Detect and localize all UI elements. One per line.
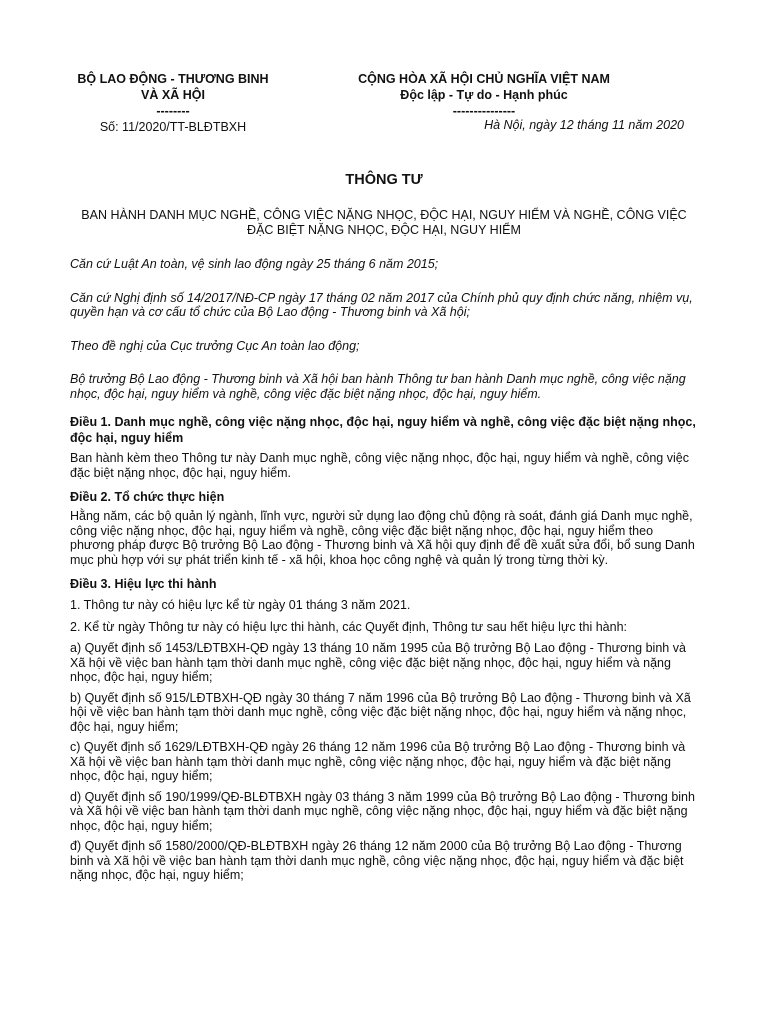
preamble-decree: Căn cứ Nghị định số 14/2017/NĐ-CP ngày 17 tháng 02 năm 2017 của Chính phủ quy định chức năng, nhiệm vụ, quyền hạn và cơ cấu tổ chức của Bộ Lao động - Thương binh và Xã hội; xyxy=(70,290,693,319)
motto-divider: --------------- xyxy=(452,104,516,118)
article-3-item-b: b) Quyết định số 915/LĐTBXH-QĐ ngày 30 tháng 7 năm 1996 của Bộ trưởng Bộ Lao động - Thương binh và Xã hội về việc ban hành tạm thời danh mục nghề, công việc đặc biệt nặng nhọc, độc hại, nguy hiểm và nặng nhọc, độc hại, nguy hiểm; xyxy=(70,690,691,734)
article-1-text: Ban hành kèm theo Thông tư này Danh mục nghề, công việc nặng nhọc, độc hại, nguy hiểm và nghề, công việc đặc biệt nặng nhọc, độc hại, nguy hiểm. xyxy=(70,451,689,480)
preamble-proposal: Theo đề nghị của Cục trưởng Cục An toàn lao động; xyxy=(70,338,360,353)
article-3-heading: Điều 3. Hiệu lực thi hành xyxy=(70,577,217,591)
article-2-heading: Điều 2. Tổ chức thực hiện xyxy=(70,490,225,504)
document-body xyxy=(70,257,698,883)
document-number: Số: 11/2020/TT-BLĐTBXH xyxy=(99,120,247,134)
article-3-item-a: a) Quyết định số 1453/LĐTBXH-QĐ ngày 13 tháng 10 năm 1995 của Bộ trưởng Bộ Lao động - Thương binh và Xã hội về việc ban hành tạm thời danh mục nghề, công việc đặc biệt nặng nhọc, độc hại, nguy hiểm và nặng nhọc, độc hại, nguy hiểm; xyxy=(70,641,686,684)
national-motto: Độc lập - Tự do - Hạnh phúc xyxy=(400,88,568,102)
issuing-agency-block xyxy=(70,71,276,135)
document-title: THÔNG TƯ xyxy=(345,172,423,188)
article-1-heading: Điều 1. Danh mục nghề, công việc nặng nhọc, độc hại, nguy hiểm và nghề, công việc đặc biệt nặng nhọc, độc hại, nguy hiểm xyxy=(70,415,696,445)
article-3-item-2: 2. Kể từ ngày Thông tư này có hiệu lực thi hành, các Quyết định, Thông tư sau hết hiệu lực thi hành: xyxy=(70,619,627,634)
article-3-item-d: d) Quyết định số 190/1999/QĐ-BLĐTBXH ngày 03 tháng 3 năm 1999 của Bộ trưởng Bộ Lao động - Thương binh và Xã hội về việc ban hành tạm thời danh mục nghề, công việc nặng nhọc, độc hại, nguy hiểm và đặc biệt nặng nhọc, độc hại, nguy hiểm; xyxy=(70,789,695,833)
document-header xyxy=(0,71,768,141)
place-and-date: Hà Nội, ngày 12 tháng 11 năm 2020 xyxy=(484,118,684,132)
preamble-law: Căn cứ Luật An toàn, vệ sinh lao động ngày 25 tháng 6 năm 2015; xyxy=(70,257,439,271)
agency-name-line1: BỘ LAO ĐỘNG - THƯƠNG BINH xyxy=(77,72,269,86)
agency-name-line2: VÀ XÃ HỘI xyxy=(141,88,205,102)
article-3-item-dd: đ) Quyết định số 1580/2000/QĐ-BLĐTBXH ngày 26 tháng 12 năm 2000 của Bộ trưởng Bộ Lao động - Thương binh và Xã hội về việc ban hành tạm thời danh mục nghề, công việc nặng nhọc, độc hại, nguy hiểm và đặc biệt nặng nhọc, độc hại, nguy hiểm; xyxy=(70,839,684,882)
preamble-minister: Bộ trưởng Bộ Lao động - Thương binh và Xã hội ban hành Thông tư ban hành Danh mục nghề, công việc nặng nhọc, độc hại, nguy hiểm và nghề, công việc đặc biệt nặng nhọc, độc hại, nguy hiểm. xyxy=(70,372,686,401)
document-subtitle: BAN HÀNH DANH MỤC NGHỀ, CÔNG VIỆC NẶNG NHỌC, ĐỘC HẠI, NGUY HIỂM VÀ NGHỀ, CÔNG VIỆC ĐẶC BIỆT NẶNG NHỌC, ĐỘC HẠI, NGUY HIỂM xyxy=(81,208,687,237)
article-3-item-1: 1. Thông tư này có hiệu lực kể từ ngày 01 tháng 3 năm 2021. xyxy=(70,598,411,612)
article-3-item-c: c) Quyết định số 1629/LĐTBXH-QĐ ngày 26 tháng 12 năm 1996 của Bộ trưởng Bộ Lao động - Thương binh và Xã hội về việc ban hành tạm thời danh mục nghề, công việc nặng nhọc, độc hại, nguy hiểm và đặc biệt nặng nhọc, độc hại, nguy hiểm; xyxy=(70,740,686,783)
article-2-text: Hằng năm, các bộ quản lý ngành, lĩnh vực, người sử dụng lao động chủ động rà soát, đánh giá Danh mục nghề, công việc nặng nhọc, độc hại, nguy hiểm và nghề, công việc đặc biệt nặng nhọc, độc hại, nguy hiểm theo phương pháp được Bộ trưởng Bộ Lao động - Thương binh và Xã hội quy định để đề xuất sửa đổi, bổ sung Danh mục phù hợp với sự phát triển kinh tế - xã hội, khoa học công nghệ và quản lý trong từng thời kỳ. xyxy=(70,509,695,567)
agency-divider: -------- xyxy=(156,104,190,118)
country-name: CỘNG HÒA XÃ HỘI CHỦ NGHĨA VIỆT NAM xyxy=(358,72,610,86)
national-title-block xyxy=(340,71,628,119)
